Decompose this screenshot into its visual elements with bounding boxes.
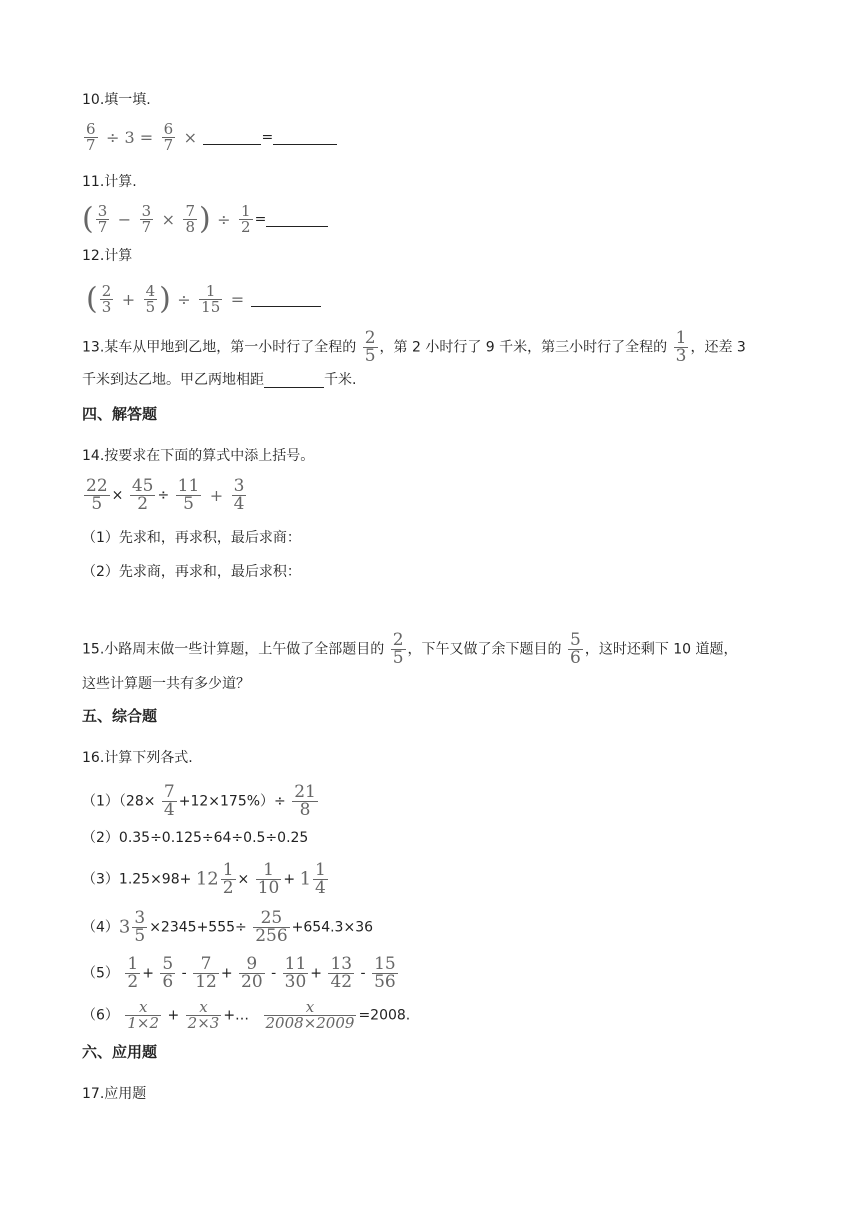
q11-label: 11.计算. (82, 174, 137, 190)
q16-part-1 (82, 784, 320, 819)
fraction: $\frac{1}{15}$ (201, 282, 221, 316)
fraction: $\frac{3}{7}$ (97, 202, 108, 236)
expression-text: +12×175%）÷ (178, 793, 286, 810)
question-text: ，这时还剩下 10 道题， (584, 641, 738, 658)
q17-label: 17.应用题 (82, 1086, 147, 1102)
fraction: $\frac{2}{3}$ (101, 282, 112, 316)
operator: + (310, 965, 322, 982)
q13-line1 (82, 330, 746, 365)
answer-blank[interactable] (266, 212, 328, 227)
fraction: $\frac{2}{5}$ (392, 630, 404, 668)
section-heading: 四、解答题 (82, 405, 158, 423)
q15-line1 (82, 632, 738, 667)
operator: + (209, 485, 224, 505)
question-text: ，第 2 小时行了 9 千米，第三小时行了全程的 (379, 339, 668, 356)
mixed-whole: 1 (299, 868, 312, 890)
question-text: 千米. (324, 372, 357, 388)
fraction: $\frac{3}{7}$ (141, 202, 152, 236)
answer-blank[interactable] (264, 373, 324, 388)
fraction: $\frac{1}{2}$ (241, 202, 251, 236)
mixed-whole: 3 (118, 916, 131, 938)
fraction: $\frac{3}{5}$ (134, 908, 146, 946)
fraction: $\frac{11}{5}$ (177, 476, 200, 514)
operator: × (183, 127, 198, 147)
answer-blank[interactable] (273, 130, 337, 145)
q10-label: 10.填一填. (82, 92, 151, 108)
fraction: $\frac{9}{20}$ (241, 954, 263, 992)
operator: +… (223, 1007, 250, 1024)
section-heading: 六、应用题 (82, 1043, 158, 1061)
expression-text: （1）（28× (82, 793, 156, 810)
q11-expression: ( $\frac{3}{7}$ − $\frac{3}{7}$ × $\frac{7}{8}$ ) ÷ $\frac{1}{2}$ = (82, 204, 328, 235)
operator: + (142, 965, 154, 982)
question-text: ，还差 3 (690, 339, 746, 356)
answer-blank[interactable] (203, 130, 261, 145)
mixed-whole: 12 (195, 868, 219, 890)
operator: × (161, 209, 175, 229)
section-heading: 五、综合题 (82, 707, 158, 725)
fraction: $\frac{4}{5}$ (145, 282, 156, 316)
q10-expression (82, 122, 337, 153)
operator: - (271, 965, 277, 982)
fraction: $\frac{x}{1\times 2}$ (127, 998, 160, 1032)
q14-expression (82, 478, 248, 513)
expression-text: =2008. (358, 1007, 411, 1024)
question-text: 15.小路周末做一些计算题，上午做了全部题目的 (82, 641, 385, 658)
fraction: $\frac{25}{256}$ (255, 908, 288, 946)
fraction: $\frac{x}{2\times 3}$ (187, 998, 220, 1032)
q14-label: 14.按要求在下面的算式中添上括号。 (82, 448, 315, 464)
operator: × (111, 487, 124, 504)
expression-text: （4） (82, 919, 119, 936)
q16-part-2: （2）0.35÷0.125÷64÷0.5÷0.25 (82, 830, 309, 846)
operator: + (167, 1007, 180, 1024)
q12-label: 12.计算 (82, 248, 133, 264)
q14-subquestion-1: （1）先求和，再求积，最后求商： (82, 530, 301, 546)
equals-sign: = (254, 211, 267, 228)
fraction: $\frac{3}{4}$ (233, 476, 245, 514)
fraction: $\frac{22}{5}$ (86, 476, 108, 514)
fraction: $\frac{5}{6}$ (162, 954, 174, 992)
q16-part-4 (82, 910, 373, 945)
operator: ÷ (217, 209, 231, 229)
fraction: $\frac{11}{30}$ (284, 954, 307, 992)
fraction: $\frac{7}{8}$ (185, 202, 195, 236)
expression-text: （6） (82, 1007, 119, 1024)
expression-text: ×2345+555÷ (149, 919, 247, 936)
operator: ÷ 3 = (106, 127, 154, 147)
fraction: $\frac{1}{10}$ (257, 860, 280, 898)
fraction: $\frac{21}{8}$ (294, 782, 316, 820)
question-text: 13.某车从甲地到乙地，第一小时行了全程的 (82, 339, 357, 356)
operator: × (237, 871, 250, 888)
fraction: $\frac{5}{6}$ (570, 630, 581, 668)
fraction: $\frac{2}{5}$ (364, 328, 376, 366)
operator: - (181, 965, 187, 982)
q15-line2: 这些计算题一共有多少道？ (82, 676, 250, 692)
fraction: $\frac{x}{2008\times 2009}$ (265, 998, 355, 1032)
q16-part-3 (82, 862, 330, 897)
fraction: $\frac{13}{42}$ (330, 954, 353, 992)
question-text: 千米到达乙地。甲乙两地相距 (82, 372, 264, 388)
fraction: $\frac{45}{2}$ (131, 476, 154, 514)
equals-sign: = (261, 129, 274, 146)
q16-label: 16.计算下列各式. (82, 750, 193, 766)
fraction: $\frac{6}{7}$ (163, 120, 174, 154)
operator: = (230, 289, 245, 309)
q13-line2 (82, 370, 356, 390)
fraction: $\frac{15}{56}$ (374, 954, 396, 992)
fraction: $\frac{1}{4}$ (315, 860, 326, 898)
fraction: $\frac{1}{2}$ (222, 860, 234, 898)
operator: - (360, 965, 366, 982)
operator: + (283, 871, 296, 888)
operator: + (121, 289, 136, 309)
expression-text: （5） (82, 965, 119, 982)
expression-text: +654.3×36 (291, 919, 374, 936)
q14-subquestion-2: （2）先求商，再求和，最后求积： (82, 564, 301, 580)
q16-part-6 (82, 1000, 410, 1031)
fraction: $\frac{7}{12}$ (195, 954, 217, 992)
expression-text: （3）1.25×98+ (82, 871, 192, 888)
fraction: $\frac{7}{4}$ (163, 782, 175, 820)
fraction: $\frac{1}{3}$ (675, 328, 687, 366)
fraction: $\frac{6}{7}$ (86, 120, 96, 154)
operator: − (117, 209, 132, 229)
operator: ÷ (157, 487, 170, 504)
question-text: ，下午又做了余下题目的 (407, 641, 562, 658)
q12-expression: ( $\frac{2}{3}$ + $\frac{4}{5}$ ) ÷ $\frac{1}{15}$ = (86, 284, 321, 315)
operator: ÷ (177, 289, 191, 309)
operator: + (220, 965, 233, 982)
q16-part-5 (82, 956, 400, 991)
fraction: $\frac{1}{2}$ (127, 954, 139, 992)
answer-blank[interactable] (251, 292, 321, 307)
